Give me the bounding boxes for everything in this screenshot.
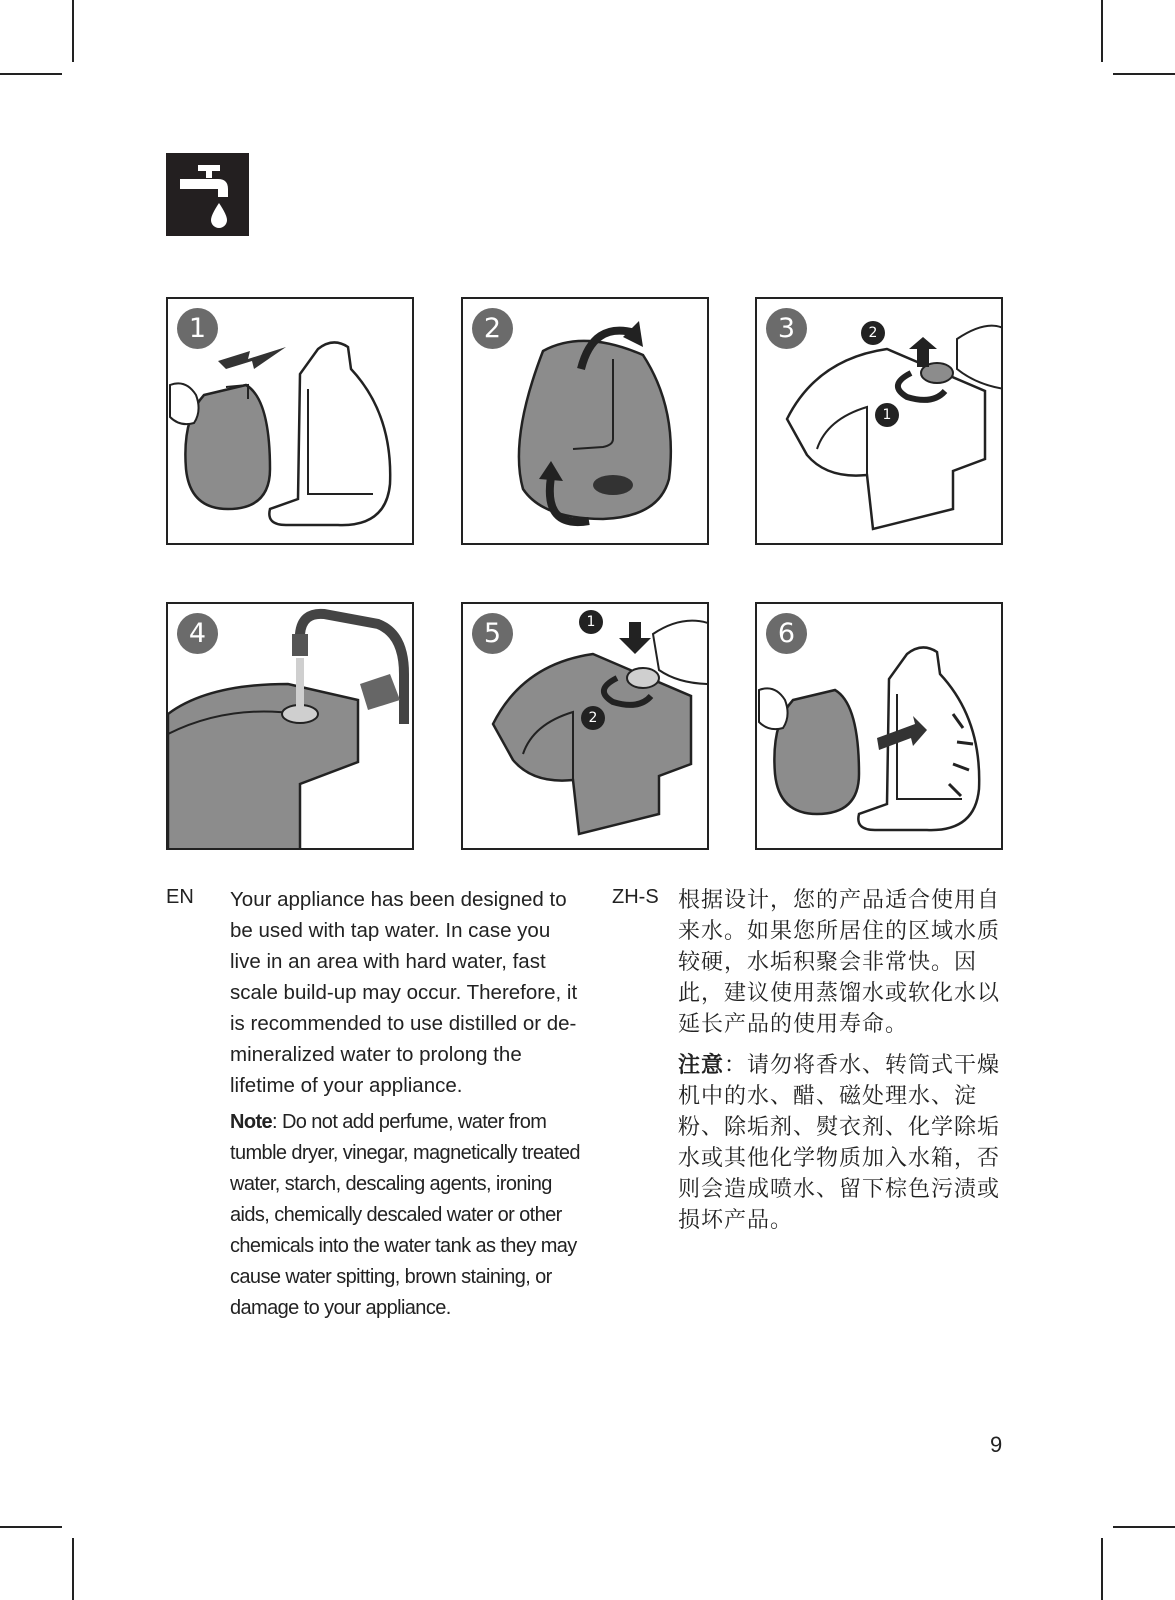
step-number-badge: 4: [177, 613, 218, 654]
language-code-en: EN: [166, 886, 194, 908]
step-number-badge: 5: [472, 613, 513, 654]
zh-note: [678, 1049, 1018, 1235]
water-tap-icon: [166, 153, 249, 236]
step-number-badge: 1: [177, 308, 218, 349]
en-text-block: [230, 884, 580, 1324]
page-number: 9: [990, 1432, 1003, 1457]
language-code-zh: ZH-S: [612, 886, 659, 908]
crop-mark: [72, 1538, 74, 1600]
step-number-badge: 2: [472, 308, 513, 349]
crop-mark: [1101, 1538, 1103, 1600]
step-number-badge: 6: [766, 613, 807, 654]
en-note-label: Note: [230, 1111, 273, 1133]
crop-mark: [1113, 1526, 1175, 1528]
en-note: [230, 1107, 580, 1324]
crop-mark: [0, 73, 62, 75]
step-illustration-3: [755, 297, 1003, 545]
crop-mark: [72, 0, 74, 62]
en-note-text: : Do not add perfume, water from tumble dryer, vinegar, magnetically treated water, starch, descaling agents, ironing aids, chemically descaled water or other chemicals into the water tank as they may cause water spitting, brown staining, or damage to your appliance.: [230, 1111, 580, 1319]
zh-note-label: 注意: [678, 1052, 725, 1077]
step-illustration-1: [166, 297, 414, 545]
en-paragraph: Your appliance has been designed to be used with tap water. In case you live in an area with hard water, fast scale build-up may occur. Therefore, it is recommended to use distilled or de-mineralized water to prolong the lifetime of your appliance.: [230, 888, 578, 1097]
zh-note-text: ：请勿将香水、转筒式干燥机中的水、醋、磁处理水、淀粉、除垢剂、熨衣剂、化学除垢水或其他化学物质加入水箱，否则会造成喷水、留下棕色污渍或损坏产品。: [678, 1052, 1001, 1232]
sub-step-badge: 2: [861, 321, 885, 345]
step-number-badge: 3: [766, 308, 807, 349]
zh-text-block: [678, 884, 1018, 1235]
step-illustration-2: [461, 297, 709, 545]
step-illustration-6: [755, 602, 1003, 850]
crop-mark: [0, 1526, 62, 1528]
sub-step-badge: 2: [581, 706, 605, 730]
step-illustration-4: [166, 602, 414, 850]
sub-step-badge: 1: [875, 403, 899, 427]
step-illustration-5: [461, 602, 709, 850]
crop-mark: [1101, 0, 1103, 62]
sub-step-badge: 1: [579, 610, 603, 634]
crop-mark: [1113, 73, 1175, 75]
zh-paragraph: 根据设计，您的产品适合使用自来水。如果您所居住的区域水质较硬，水垢积聚会非常快。因此，建议使用蒸馏水或软化水以延长产品的使用寿命。: [678, 887, 1001, 1036]
